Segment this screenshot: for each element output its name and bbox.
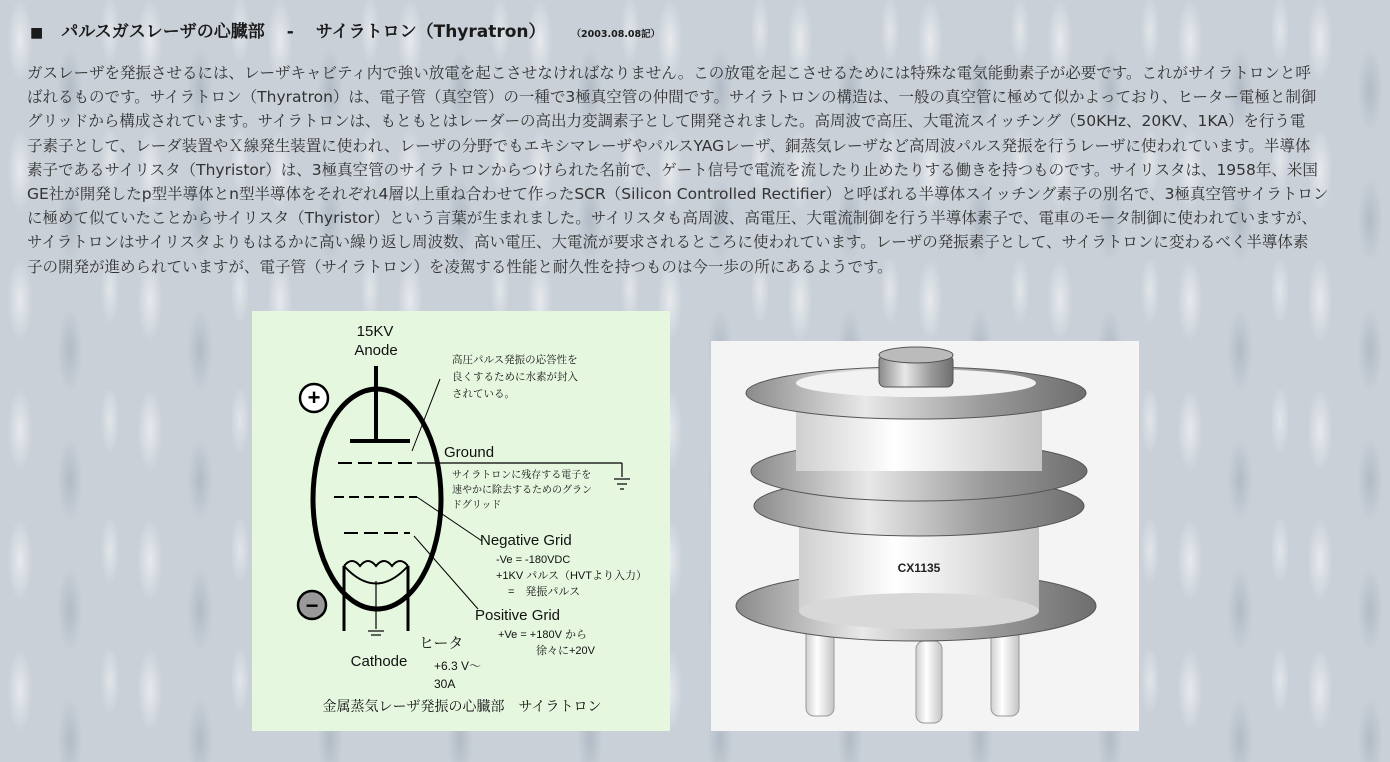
plus-terminal-icon [300, 384, 328, 412]
negative-grid-label: Negative Grid [480, 532, 572, 549]
heater-label: ヒータ [419, 635, 464, 652]
article-paragraph [27, 61, 1372, 279]
plus-symbol: + [307, 385, 321, 410]
cathode-filament [344, 566, 408, 584]
heading-separator: - [286, 22, 294, 42]
leg-center [916, 641, 942, 723]
heater-coil [344, 561, 408, 566]
paragraph-line: GE社が開発したp型半導体とn型半導体をそれぞれ4層以上重ね合わせて作ったSCR（Silicon Controlled Rectifier）と呼ばれる半導体スイッチング素子の別名で、3極真空管サイラトロン [27, 185, 1329, 204]
negative-grid-line: = 発振パルス [508, 586, 581, 598]
paragraph-line: 子の開発が進められていますが、電子管（サイラトロン）を凌駕する性能と耐久性を持つものは今一歩の所にあるようです。 [27, 257, 893, 276]
positive-grid-line: +Ve = +180V から [498, 629, 587, 641]
heading-bullet: ■ [30, 25, 44, 41]
negative-grid-line: +1KV パルス（HVTより入力） [496, 570, 647, 582]
minus-terminal-icon [298, 591, 326, 619]
cathode-ground-icon [368, 631, 384, 635]
paragraph-line: 子素子として、レーダ装置やＸ線発生装置に使われ、レーザの分野でもエキシマレーザやパルスYAGレーザ、銅蒸気レーザなど高周波パルス発振を行うレーザに使われています。半導体 [27, 136, 1311, 155]
cathode-label: Cathode [350, 653, 408, 670]
hydrogen-note-line: 高圧パルス発振の応答性を [452, 354, 578, 366]
thyratron-photo [711, 341, 1139, 731]
diagram-caption: 金属蒸気レーザ発振の心臓部 サイラトロン [322, 698, 602, 714]
ground-note-line: ドグリッド [452, 500, 502, 511]
ground-label: Ground [444, 444, 495, 461]
heading-title: パルスガスレーザの心臓部 [61, 22, 265, 42]
page-heading [30, 17, 660, 45]
paragraph-line: ばれるものです。サイラトロン（Thyratron）は、電子管（真空管）の一種で3極真空管の仲間です。サイラトロンの構造は、一般の真空管に極めて似かよっており、ヒーター電極と制御 [27, 88, 1317, 107]
thyratron-schematic [252, 311, 670, 731]
paragraph-line: に極めて似ていたことからサイリスタ（Thyristor）という言葉が生まれました。サイリスタも高周波、高電圧、大電流制御を行う半導体素子で、電車のモータ制御に使われていますが、 [27, 209, 1317, 228]
lower-body-bottom [799, 593, 1039, 629]
ground-symbol-icon [614, 479, 630, 489]
anode-label: Anode [354, 342, 398, 359]
top-cap-face [879, 347, 953, 363]
paragraph-line: 素子であるサイリスタ（Thyristor）は、3極真空管のサイラトロンからつけられた名前で、ゲート信号で電流を流したり止めたりする働きを持つものです。サイリスタは、1958年、米国 [27, 160, 1318, 179]
thyratron-photo-drawing [711, 341, 1139, 731]
positive-grid-label: Positive Grid [475, 607, 561, 624]
heater-line: 30A [434, 677, 456, 691]
minus-symbol: − [305, 593, 319, 618]
thyratron-diagram [252, 311, 670, 731]
leg-right [991, 626, 1019, 716]
ground-note-line: 速やかに除去するためのグラン [452, 485, 592, 496]
anode-voltage-label: 15KV [356, 323, 394, 340]
hydrogen-note-line: されている。 [452, 388, 515, 400]
ground-note-line: サイラトロンに残存する電子を [452, 470, 592, 481]
paragraph-line: サイラトロンはサイリスタよりもはるかに高い繰り返し周波数、高い電圧、大電流が要求されるところに使われています。レーザの発振素子として、サイラトロンに変わるべく半導体素 [27, 233, 1309, 252]
negative-grid-line: -Ve = -180VDC [496, 554, 571, 566]
positive-grid-line: 徐々に+20V [536, 645, 595, 657]
hydrogen-note-line: 良くするために水素が封入 [452, 371, 578, 383]
leg-left [806, 626, 834, 716]
paragraph-line: グリッドから構成されています。サイラトロンは、もともとはレーダーの高出力変調素子として開発されました。高周波で高圧、大電流スイッチング（50KHz、20KV、1KA）を行う電 [27, 112, 1306, 131]
heading-subtitle: サイラトロン（Thyratron） [315, 22, 546, 42]
heater-line: +6.3 V～ [434, 659, 482, 673]
model-label: CX1135 [897, 561, 941, 575]
paragraph-line: ガスレーザを発振させるには、レーザキャビティ内で強い放電を起こさせなければなりません。この放電を起こさせるためには特殊な電気能動素子が必要です。これがサイラトロンと呼 [27, 64, 1311, 82]
heading-date: （2003.08.08記） [571, 29, 661, 40]
